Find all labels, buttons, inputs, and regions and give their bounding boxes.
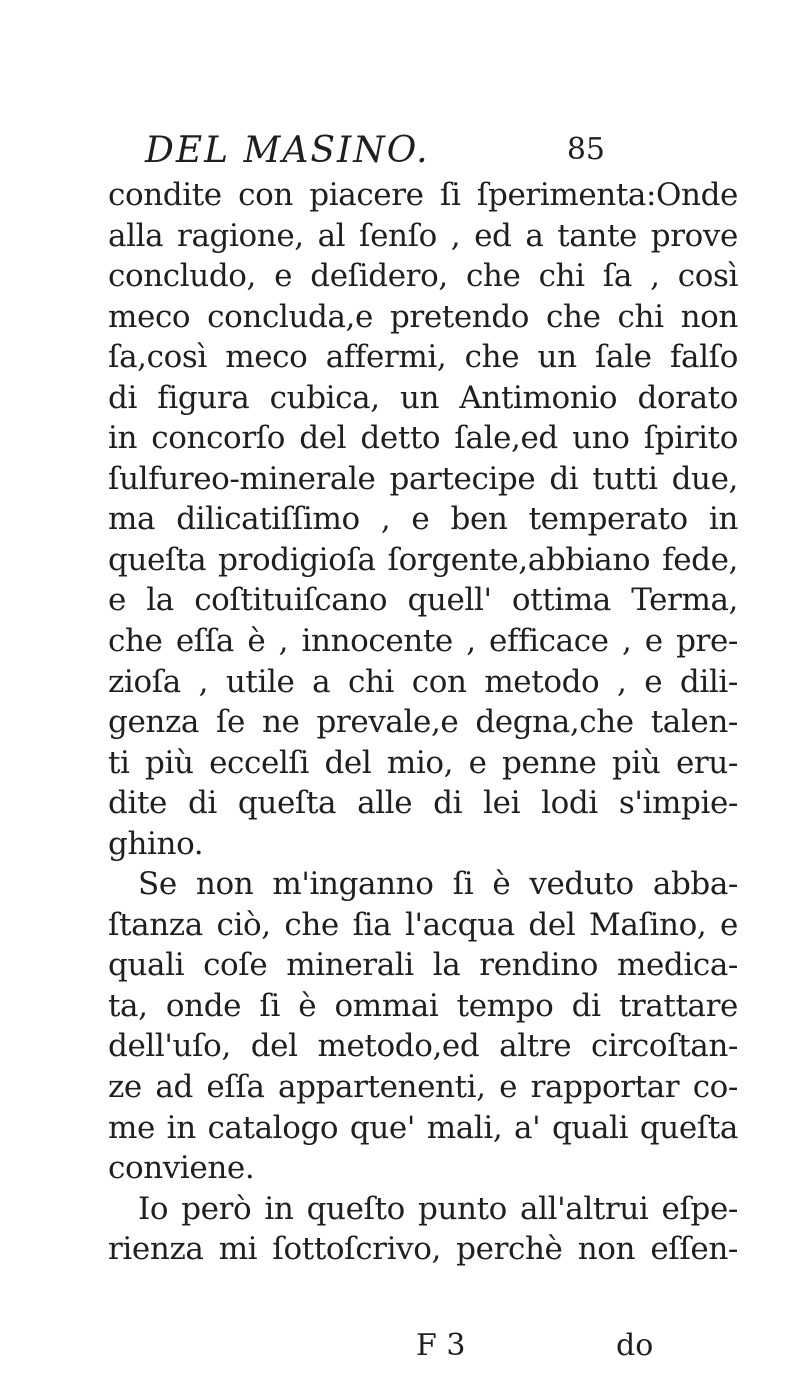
text-line: ſa,così meco affermi, che un ſale falſo: [108, 339, 738, 376]
text-line: condite con piacere ſi ſperimenta:Onde: [108, 177, 738, 213]
text-line: zioſa , utile a chi con metodo , e dili-: [108, 663, 738, 700]
text-line: ze ad eſſa appartenenti, e rapportar co-: [108, 1069, 738, 1106]
text-line: concludo, e deſidero, che chi ſa , così: [108, 258, 738, 295]
text-line: quali coſe minerali la rendino medica-: [108, 947, 738, 984]
text-line: ti più eccelſi del mio, e penne più eru-: [108, 744, 738, 781]
page-number: 85: [566, 132, 605, 167]
text-line: meco concluda,e pretendo che chi non: [108, 298, 738, 335]
text-line: genza ſe ne prevale,e degna,che talen-: [108, 704, 738, 741]
text-line: che eſſa è , innocente , efficace , e pre-: [108, 623, 738, 660]
paragraph: [108, 175, 738, 864]
text-line: queſta prodigioſa ſorgente,abbiano fede,: [108, 541, 738, 578]
text-line: dite di queſta alle di lei lodi s'impie-: [108, 785, 738, 822]
text-line: Io però in queſto punto all'altrui eſpe-: [138, 1190, 738, 1227]
text-line: conviene.: [108, 1150, 255, 1187]
text-line: ſulfureo-minerale partecipe di tutti due,: [108, 460, 738, 497]
paragraph: [108, 1189, 738, 1270]
text-line: ma dilicatiſſimo , e ben temperato in: [108, 501, 738, 538]
page-header: [145, 130, 605, 170]
running-title: DEL MASINO.: [145, 130, 430, 171]
text-line: rienza mi ſottoſcrivo, perchè non eſſen-: [108, 1231, 738, 1268]
text-line: in concorſo del detto ſale,ed uno ſpirito: [108, 420, 738, 457]
text-line: alla ragione, al ſenſo , ed a tante prove: [108, 217, 738, 254]
text-line: Se non m'inganno ſi è veduto abba-: [138, 866, 738, 903]
text-line: ghino.: [108, 825, 204, 862]
text-line: dell'uſo, del metodo,ed altre circoſtan-: [108, 1028, 738, 1065]
text-line: di figura cubica, un Antimonio dorato: [108, 379, 738, 416]
text-line: e la coſtituiſcano quell' ottima Terma,: [108, 582, 738, 619]
paragraph: [108, 864, 738, 1188]
body-text: [108, 175, 738, 1270]
page-footer: [108, 1328, 738, 1368]
catchword: do: [616, 1328, 654, 1363]
signature-mark: F 3: [416, 1328, 466, 1363]
text-line: me in catalogo que' mali, a' quali queſta: [108, 1109, 738, 1146]
text-line: ſtanza ciò, che ſia l'acqua del Maſino, e: [108, 906, 738, 943]
text-line: ta, onde ſi è ommai tempo di trattare: [108, 987, 738, 1024]
